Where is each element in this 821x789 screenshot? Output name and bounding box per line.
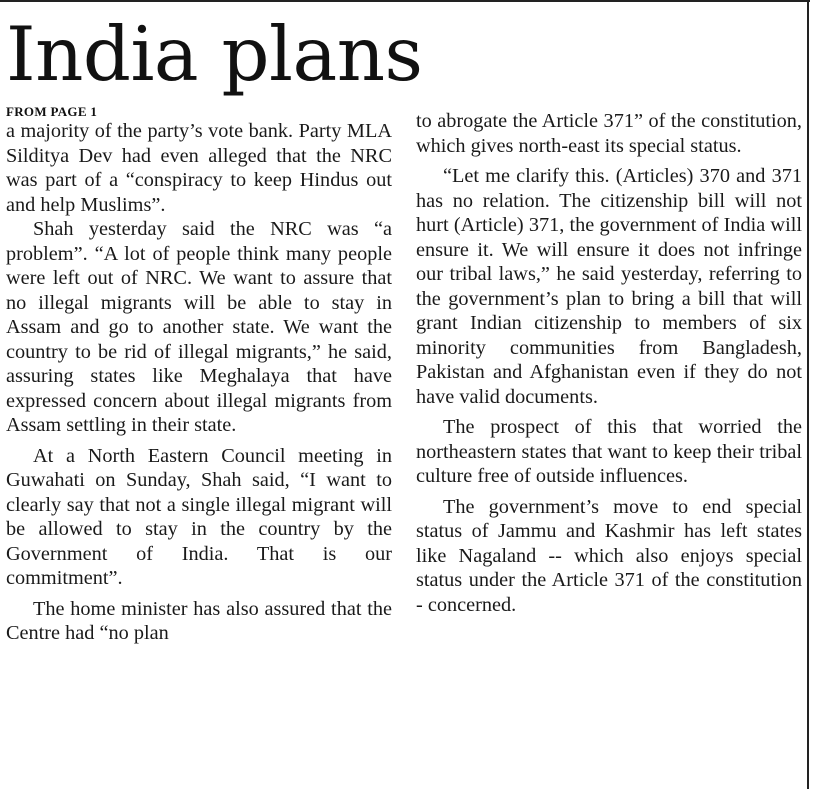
article-headline: India plans — [6, 10, 423, 98]
article-paragraph: a majority of the party’s vote bank. Party MLA Silditya Dev had even alleged that the NRC was part of a “conspiracy to keep Hindus out and help Muslims”. — [6, 120, 392, 216]
article-paragraph: Shah yesterday said the NRC was “a problem”. “A lot of people think many people were left out of NRC. We want to assure that no illegal migrants will be able to stay in Assam and go to another state. We want the country to be rid of illegal migrants,” he said, assuring states like Meghalaya that have expressed concern about illegal migrants from Assam settling in their state. — [6, 218, 392, 436]
article-paragraph: The prospect of this that worried the northeastern states that want to keep their tribal culture free of outside influences. — [416, 416, 802, 487]
article-paragraph: The government’s move to end special status of Jammu and Kashmir has left states like Nagaland -- which also enjoys special status under the Article 371 of the constitution - concerned. — [416, 495, 802, 616]
article-right-column — [416, 109, 802, 617]
article-paragraph: “Let me clarify this. (Articles) 370 and 371 has no relation. The citizenship bill will not hurt (Article) 371, the government of India will ensure it. We will ensure it does not infringe our tribal laws,” he said yesterday, referring to the government’s plan to bring a bill that will grant Indian citizenship to members of six minority communities from Bangladesh, Pakistan and Afghanistan even if they do not have valid documents. — [416, 165, 802, 408]
top-border-rule — [0, 0, 810, 2]
continuation-kicker: FROM PAGE 1 — [6, 104, 98, 119]
article-left-column — [6, 103, 392, 646]
article-paragraph: to abrogate the Article 371” of the constitution, which gives north-east its special status. — [416, 110, 802, 157]
right-border-rule — [807, 0, 809, 789]
article-paragraph: The home minister has also assured that the Centre had “no plan — [6, 597, 392, 644]
article-paragraph: At a North Eastern Council meeting in Guwahati on Sunday, Shah said, “I want to clearly say that not a single illegal migrant will be allowed to stay in the country by the Government of India. That is our commitment”. — [6, 444, 392, 589]
